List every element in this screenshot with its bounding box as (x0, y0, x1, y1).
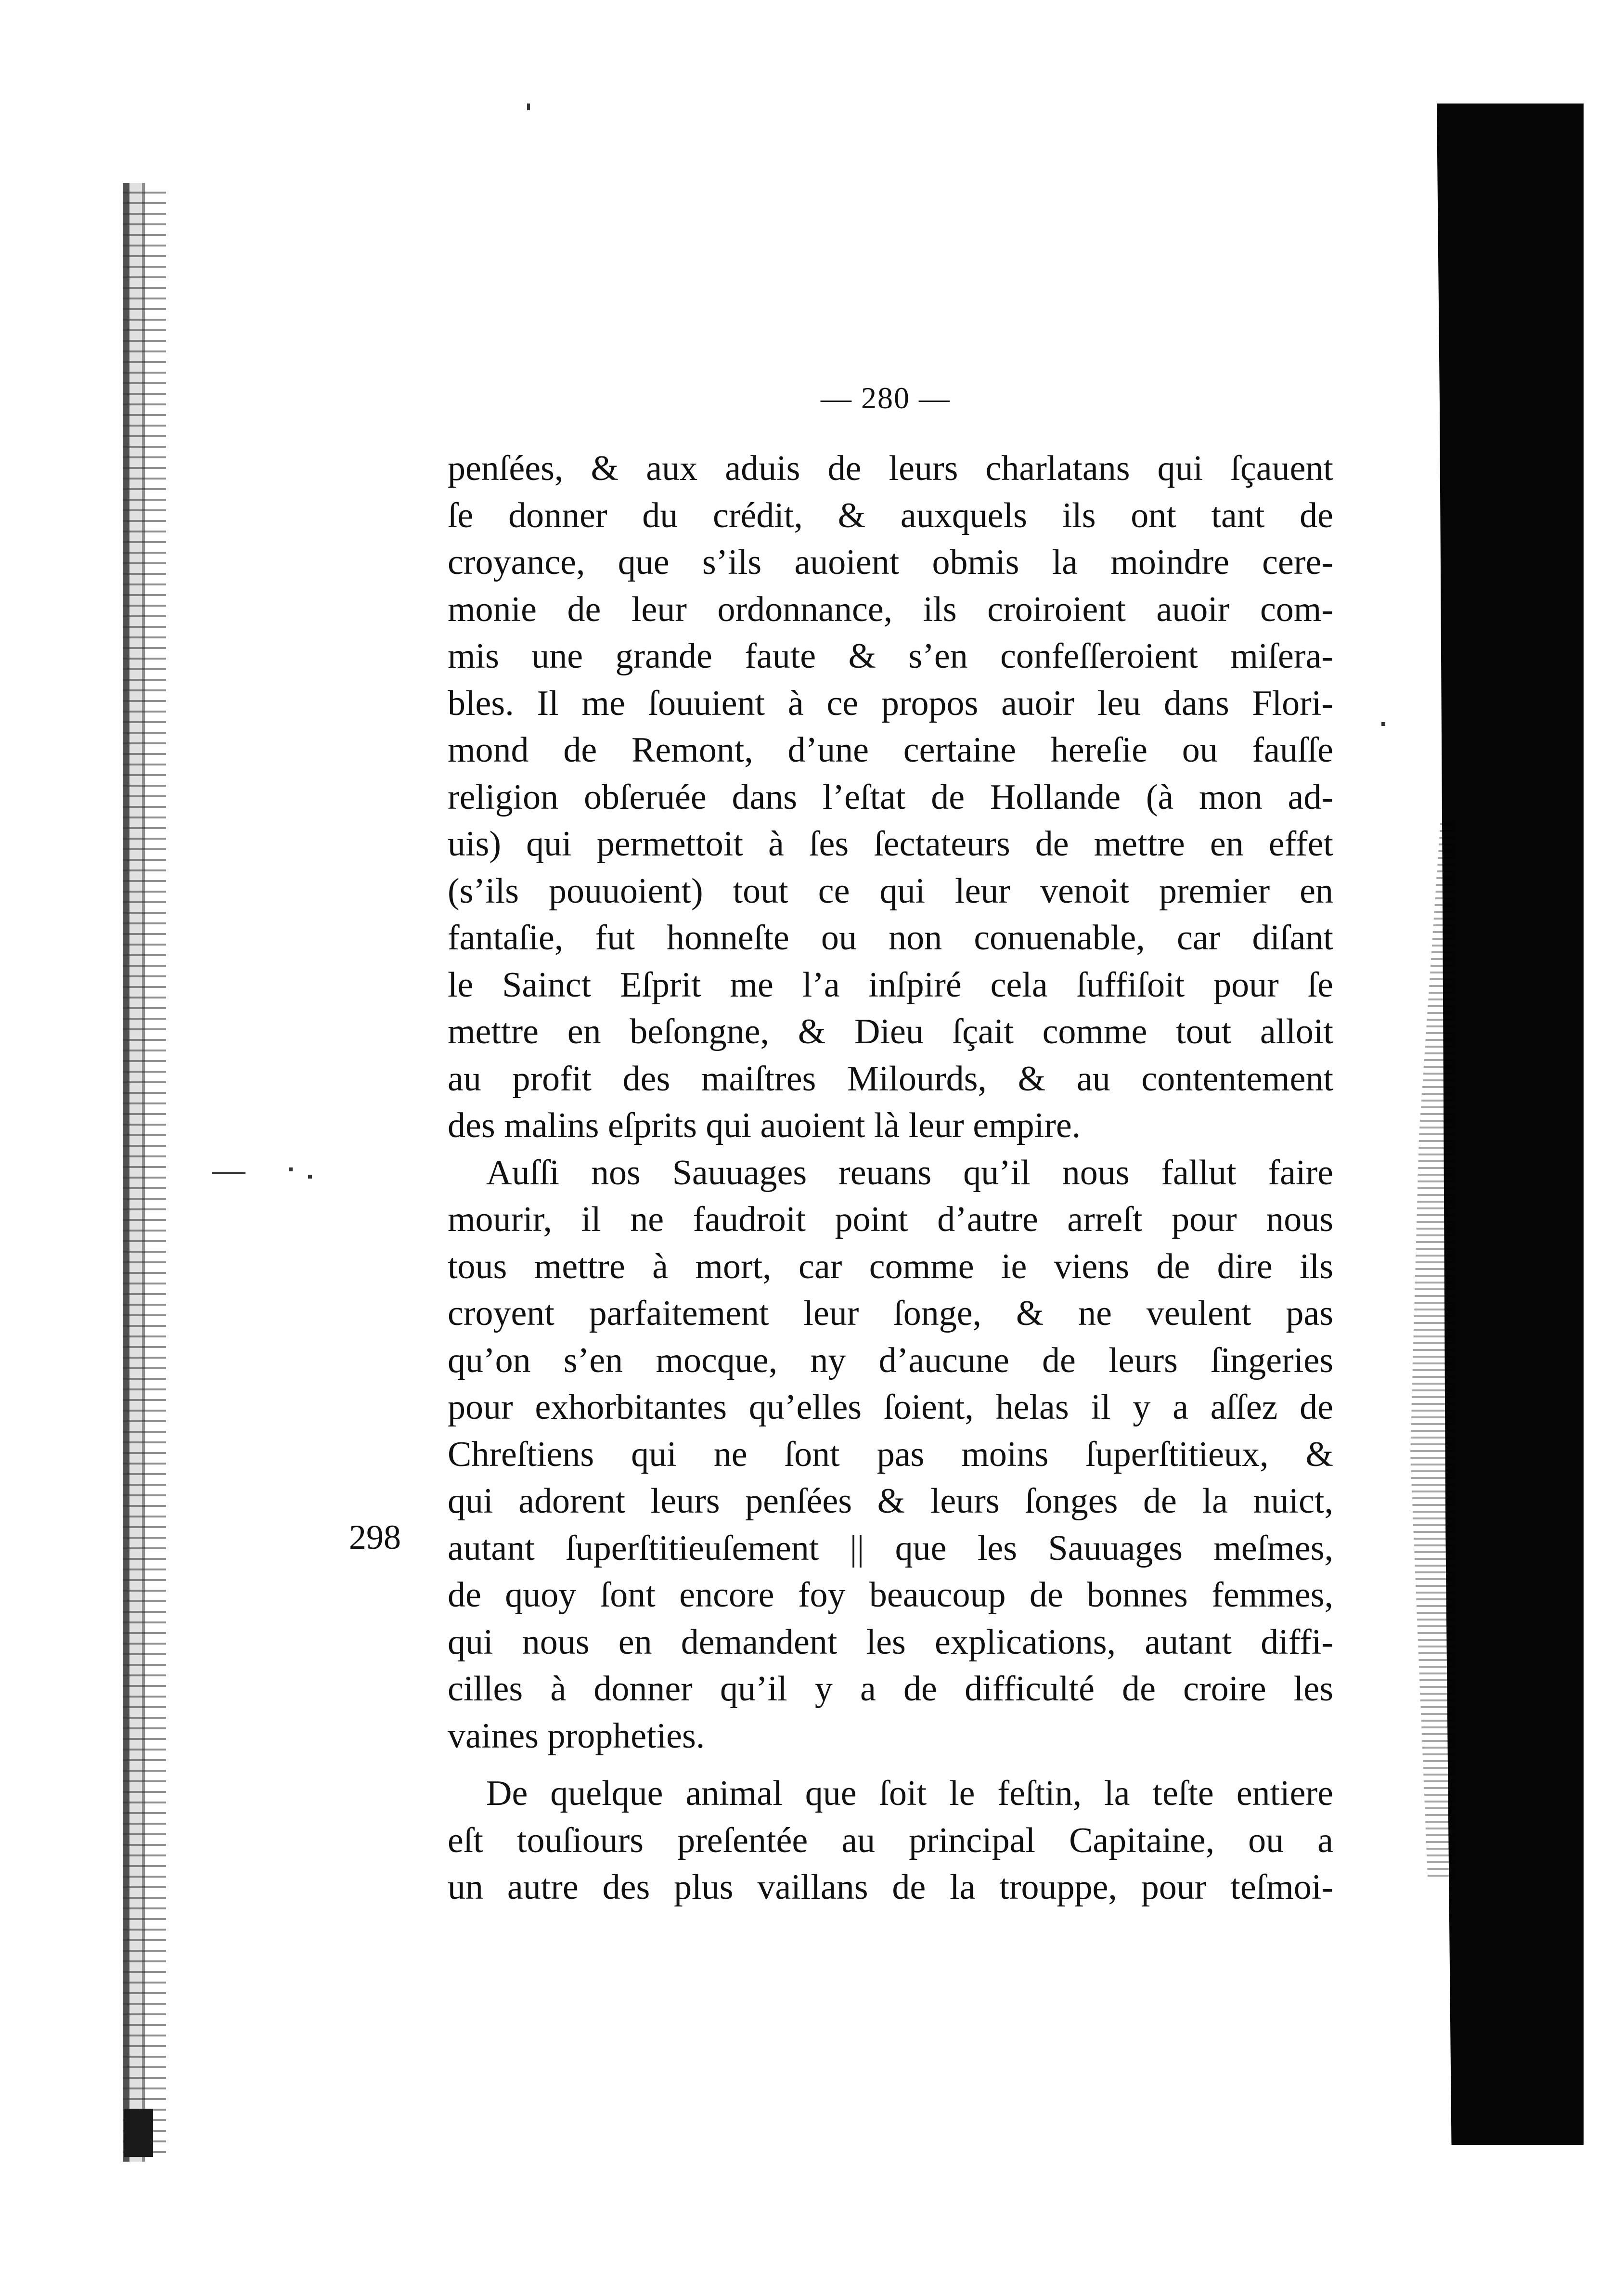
left-binding-edge (123, 183, 166, 2162)
text-line: de quoy ſont encore foy beaucoup de bonnes femmes, (448, 1575, 1333, 1615)
left-binding-shadow (124, 2109, 153, 2157)
paragraph (448, 1150, 1333, 1760)
text-line: qui adorent leurs penſées & leurs ſonges de la nuict, (448, 1481, 1333, 1521)
text-line: qu’on s’en mocque, ny d’aucune de leurs ſingeries (448, 1340, 1333, 1380)
text-line: pour exhorbitantes qu’elles ſoient, helas il y a aſſez de (448, 1387, 1333, 1427)
text-line: Auſſi nos Sauuages reuans qu’il nous fallut faire (486, 1153, 1333, 1193)
paragraph (448, 445, 1333, 1150)
text-line: monie de leur ordonnance, ils croiroient auoir com- (448, 589, 1333, 629)
text-line: le Sainct Eſprit me l’a inſpiré cela ſuffiſoit pour ſe (448, 965, 1333, 1005)
text-line: bles. Il me ſouuient à ce propos auoir leu dans Flori- (448, 683, 1333, 723)
scan-speck (308, 1175, 312, 1179)
scan-speck (1381, 722, 1385, 726)
text-line: croyance, que s’ils auoient obmis la moindre cere- (448, 543, 1333, 582)
text-line: croyent parfaitement leur ſonge, & ne veulent pas (448, 1294, 1333, 1333)
text-line: uis) qui permettoit à ſes ſectateurs de mettre en effet (448, 824, 1333, 864)
text-line: religion obſeruée dans l’eſtat de Hollande (à mon ad- (448, 777, 1333, 817)
scan-speck (212, 1172, 245, 1174)
text-line: qui nous en demandent les explications, autant diffi- (448, 1622, 1333, 1662)
text-line: mis une grande faute & s’en confeſſeroient miſera- (448, 636, 1333, 676)
margin-page-reference: 298 (349, 1518, 401, 1556)
text-line: mond de Remont, d’une certaine hereſie ou fauſſe (448, 730, 1333, 770)
text-line: (s’ils pouuoient) tout ce qui leur venoit premier en (448, 871, 1333, 911)
text-line: mourir, il ne faudroit point d’autre arreſt pour nous (448, 1200, 1333, 1239)
scan-speck (289, 1167, 293, 1171)
scan-speck (527, 104, 530, 110)
paragraph-gap (448, 1760, 1333, 1770)
text-line: des malins eſprits qui auoient là leur empire. (448, 1106, 1081, 1145)
text-line: mettre en beſongne, & Dieu ſçait comme tout alloit (448, 1012, 1333, 1051)
text-line: ſe donner du crédit, & auxquels ils ont tant de (448, 495, 1333, 535)
text-line: cilles à donner qu’il y a de difficulté de croire les (448, 1669, 1333, 1709)
paragraph (448, 1770, 1333, 1911)
text-line: fantaſie, fut honneſte ou non conuenable, car diſant (448, 918, 1333, 958)
text-line: un autre des plus vaillans de la trouppe, pour teſmoi- (448, 1867, 1333, 1907)
body-text (448, 445, 1333, 1911)
page-number: — 280 — (821, 381, 951, 415)
text-line: De quelque animal que ſoit le feſtin, la teſte entiere (486, 1774, 1333, 1813)
text-line: vaines propheties. (448, 1716, 705, 1756)
text-line: autant ſuperſtitieuſement || que les Sauuages meſmes, (448, 1528, 1333, 1568)
text-line: au profit des maiſtres Milourds, & au contentement (448, 1059, 1333, 1099)
text-line: eſt touſiours preſentée au principal Capitaine, ou a (448, 1820, 1333, 1860)
right-scan-edge (1437, 104, 1584, 2145)
text-line: Chreſtiens qui ne ſont pas moins ſuperſtitieux, & (448, 1434, 1333, 1474)
text-line: tous mettre à mort, car comme ie viens de dire ils (448, 1246, 1333, 1286)
text-line: penſées, & aux aduis de leurs charlatans qui ſçauent (448, 449, 1333, 488)
right-scan-edge-fringe (1410, 818, 1454, 1878)
